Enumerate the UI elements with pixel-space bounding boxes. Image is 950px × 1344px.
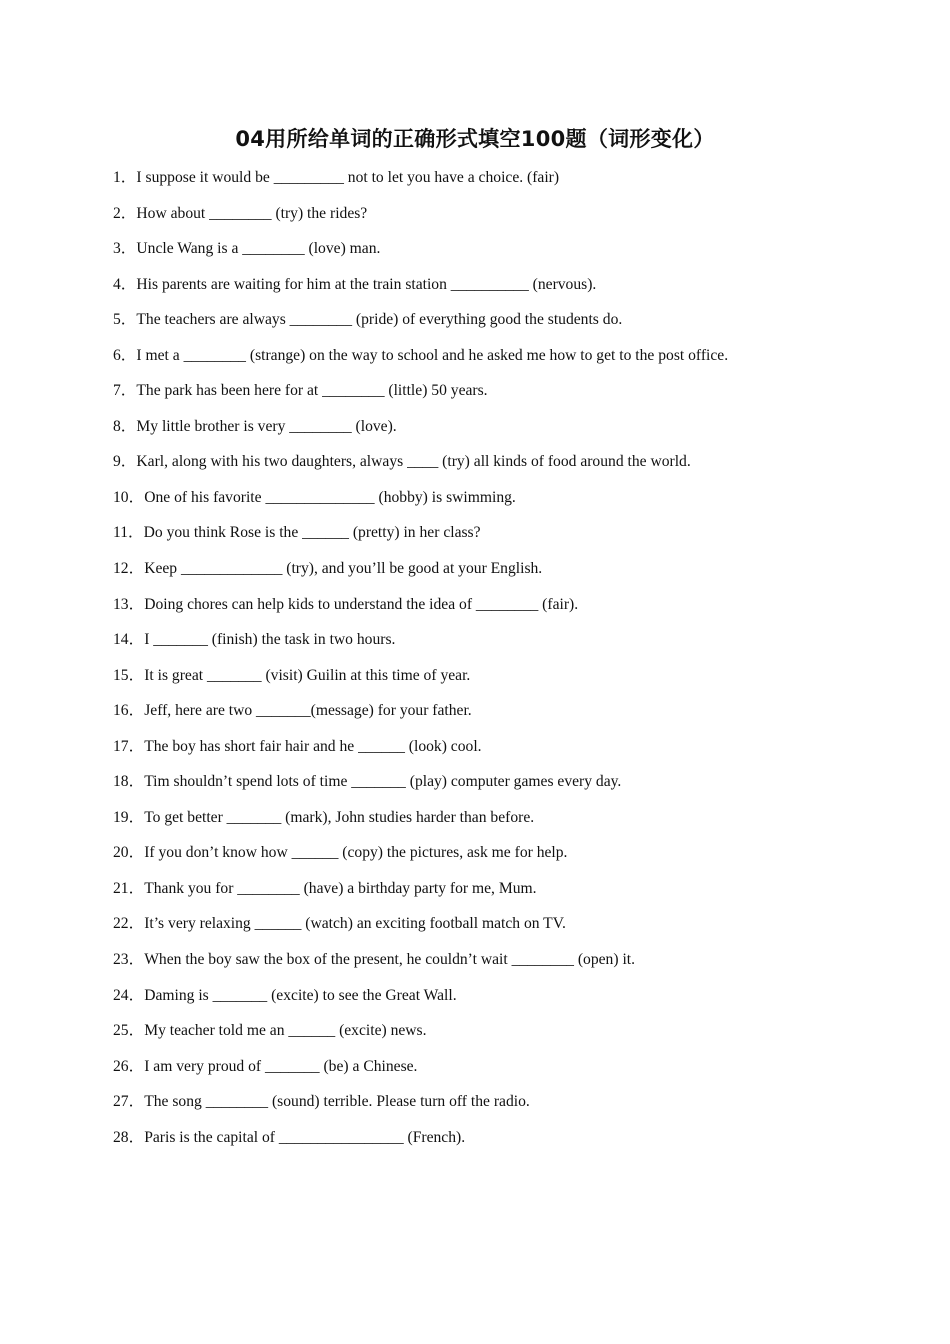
question-item [113, 1019, 853, 1055]
question-item [113, 699, 853, 735]
question-text: The song ________ (sound) terrible. Please turn off the radio. [144, 1093, 530, 1111]
question-item [113, 450, 853, 486]
question-item [113, 273, 853, 309]
question-number: 3． [113, 240, 137, 258]
question-text: Jeff, here are two _______(message) for your father. [144, 702, 472, 720]
question-text: Uncle Wang is a ________ (love) man. [136, 240, 381, 258]
question-item [113, 308, 853, 344]
question-item [113, 521, 853, 557]
question-number: 2． [113, 204, 137, 222]
question-number: 19． [113, 808, 145, 826]
question-number: 8． [113, 417, 137, 435]
question-item [113, 344, 853, 380]
question-text: Doing chores can help kids to understand the idea of ________ (fair). [144, 595, 579, 613]
question-text: I suppose it would be _________ not to let you have a choice. (fair) [136, 169, 560, 186]
question-item [113, 237, 853, 273]
question-text: Paris is the capital of ________________ (French). [144, 1128, 466, 1146]
question-text: I _______ (finish) the task in two hours. [144, 631, 396, 649]
question-text: The boy has short fair hair and he ______ (look) cool. [144, 737, 482, 755]
question-item [113, 1126, 853, 1162]
question-item [113, 379, 853, 415]
question-number: 25． [113, 1022, 145, 1040]
question-number: 9． [113, 453, 137, 471]
question-text: How about ________ (try) the rides? [136, 204, 368, 222]
question-text: Thank you for ________ (have) a birthday party for me, Mum. [144, 879, 537, 897]
question-text: To get better _______ (mark), John studies harder than before. [144, 808, 535, 826]
question-item [113, 912, 853, 948]
question-number: 21． [113, 879, 145, 897]
question-item [113, 202, 853, 238]
question-number: 5． [113, 311, 137, 329]
question-text: It’s very relaxing ______ (watch) an exciting football match on TV. [144, 915, 566, 933]
question-text: If you don’t know how ______ (copy) the pictures, ask me for help. [144, 844, 568, 862]
question-number: 24． [113, 986, 145, 1004]
question-text: The park has been here for at ________ (little) 50 years. [136, 382, 488, 400]
question-item [113, 806, 853, 842]
question-item [113, 166, 853, 202]
question-item [113, 948, 853, 984]
question-text: Daming is _______ (excite) to see the Great Wall. [144, 986, 457, 1004]
question-item [113, 557, 853, 593]
question-text: Tim shouldn’t spend lots of time _______ (play) computer games every day. [144, 773, 622, 791]
question-number: 27． [113, 1093, 145, 1111]
question-number: 6． [113, 346, 137, 364]
question-number: 18． [113, 773, 145, 791]
question-text: I met a ________ (strange) on the way to school and he asked me how to get to the post office. [136, 346, 729, 364]
question-item [113, 628, 853, 664]
question-number: 15． [113, 666, 145, 684]
question-item [113, 486, 853, 522]
question-number: 26． [113, 1057, 145, 1075]
question-item [113, 877, 853, 913]
question-number: 11． [113, 524, 144, 542]
question-text: It is great _______ (visit) Guilin at this time of year. [144, 666, 471, 684]
question-number: 13． [113, 595, 145, 613]
question-text: The teachers are always ________ (pride) of everything good the students do. [136, 311, 623, 329]
question-number: 17． [113, 737, 145, 755]
question-item [113, 1090, 853, 1126]
question-item [113, 1055, 853, 1091]
question-number: 14． [113, 631, 145, 649]
question-text: Do you think Rose is the ______ (pretty) in her class? [143, 524, 481, 542]
question-item [113, 735, 853, 771]
question-number: 23． [113, 951, 145, 969]
question-item [113, 415, 853, 451]
question-number: 7． [113, 382, 137, 400]
question-item [113, 664, 853, 700]
question-number: 16． [113, 702, 145, 720]
question-number: 22． [113, 915, 145, 933]
question-list [113, 166, 853, 1161]
question-number: 10． [113, 488, 145, 506]
question-text: One of his favorite ______________ (hobby) is swimming. [144, 488, 516, 506]
question-item [113, 593, 853, 629]
question-number: 1． [113, 169, 137, 186]
question-number: 28． [113, 1128, 145, 1146]
question-number: 20． [113, 844, 145, 862]
question-number: 12． [113, 560, 145, 578]
question-text: His parents are waiting for him at the train station __________ (nervous). [136, 275, 597, 293]
question-item [113, 770, 853, 806]
question-text: Keep _____________ (try), and you’ll be good at your English. [144, 560, 543, 578]
question-text: I am very proud of _______ (be) a Chinese. [144, 1057, 418, 1075]
question-text: My teacher told me an ______ (excite) news. [144, 1022, 427, 1040]
question-item [113, 841, 853, 877]
question-text: My little brother is very ________ (love). [136, 417, 397, 435]
document-title: 04用所给单词的正确形式填空100题（词形变化） [235, 127, 715, 151]
question-text: Karl, along with his two daughters, always ____ (try) all kinds of food around the world. [136, 453, 691, 471]
question-item [113, 984, 853, 1020]
question-text: When the boy saw the box of the present, he couldn’t wait ________ (open) it. [144, 951, 636, 969]
question-number: 4． [113, 275, 137, 293]
